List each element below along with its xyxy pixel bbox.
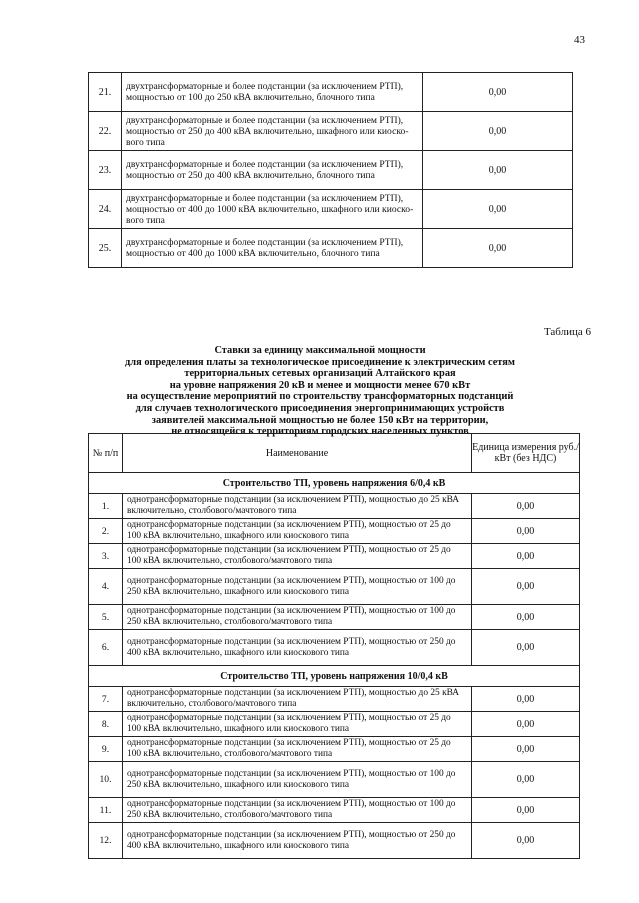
row-name: однотрансформаторные подстанции (за исключением РТП), мощностью от 100 до 250 кВА включительно, столбового/мачтового типа [123, 798, 472, 823]
table-continuation [88, 72, 573, 268]
row-name: однотрансформаторные подстанции (за исключением РТП), мощностью от 25 до 100 кВА включительно, шкафного или киоскового типа [123, 519, 472, 544]
table-caption: Таблица 6 [543, 326, 591, 338]
row-value: 0,00 [472, 544, 580, 569]
table-row [89, 798, 580, 823]
page-number: 43 [574, 34, 585, 46]
row-number: 4. [89, 569, 123, 605]
row-name: однотрансформаторные подстанции (за исключением РТП), мощностью от 100 до 250 кВА включительно, шкафного или киоскового типа [123, 569, 472, 605]
row-name: двухтрансформаторные и более подстанции (за исключением РТП), мощностью от 400 до 1000 кВА включительно, шкафного или киоскового типа [122, 190, 423, 229]
row-number: 5. [89, 605, 123, 630]
table-row [89, 229, 573, 268]
table-row [89, 112, 573, 151]
row-name: двухтрансформаторные и более подстанции (за исключением РТП), мощностью от 400 до 1000 кВА включительно, блочного типа [122, 229, 423, 268]
title-line: для случаев технологического присоединения энергопринимающих устройств [135, 402, 505, 414]
table-row [89, 630, 580, 666]
title-line: для определения платы за технологическое присоединение к электрическим сетям [125, 356, 515, 368]
header-unit: Единица измерения руб./кВт (без НДС) [472, 434, 580, 473]
table-row [89, 605, 580, 630]
table-row [89, 190, 573, 229]
table-row [89, 151, 573, 190]
row-name: однотрансформаторные подстанции (за исключением РТП), мощностью от 250 до 400 кВА включительно, шкафного или киоскового типа [123, 630, 472, 666]
row-value: 0,00 [472, 605, 580, 630]
row-value: 0,00 [472, 569, 580, 605]
row-value: 0,00 [472, 494, 580, 519]
row-value: 0,00 [423, 112, 573, 151]
row-number: 10. [89, 762, 123, 798]
rates-table-body [89, 473, 580, 859]
row-number: 1. [89, 494, 123, 519]
row-value: 0,00 [423, 73, 573, 112]
row-value: 0,00 [423, 229, 573, 268]
section-row [89, 473, 580, 494]
title-line: на уровне напряжения 20 кВ и менее и мощности менее 670 кВт [169, 379, 471, 391]
row-name: однотрансформаторные подстанции (за исключением РТП), мощностью от 25 до 100 кВА включительно, столбового/мачтового типа [123, 737, 472, 762]
row-name: двухтрансформаторные и более подстанции (за исключением РТП), мощностью от 100 до 250 кВА включительно, блочного типа [122, 73, 423, 112]
row-name: однотрансформаторные подстанции (за исключением РТП), мощностью от 100 до 250 кВА включительно, шкафного или киоскового типа [123, 762, 472, 798]
table-title [60, 345, 580, 438]
row-number: 3. [89, 544, 123, 569]
row-value: 0,00 [472, 762, 580, 798]
row-number: 25. [89, 229, 122, 268]
section-title: Строительство ТП, уровень напряжения 6/0,4 кВ [89, 473, 580, 494]
row-number: 11. [89, 798, 123, 823]
table-row [89, 494, 580, 519]
title-line: не относящейся к территориям городских населенных пунктов [171, 426, 469, 438]
table-row [89, 737, 580, 762]
table-row [89, 687, 580, 712]
row-number: 9. [89, 737, 123, 762]
table-row [89, 544, 580, 569]
row-value: 0,00 [423, 190, 573, 229]
table-row [89, 569, 580, 605]
row-number: 22. [89, 112, 122, 151]
table-row [89, 73, 573, 112]
row-number: 7. [89, 687, 123, 712]
row-value: 0,00 [472, 519, 580, 544]
row-value: 0,00 [472, 823, 580, 859]
row-name: однотрансформаторные подстанции (за исключением РТП), мощностью от 25 до 100 кВА включительно, столбового/мачтового типа [123, 544, 472, 569]
table-row [89, 519, 580, 544]
row-number: 8. [89, 712, 123, 737]
row-name: однотрансформаторные подстанции (за исключением РТП), мощностью от 100 до 250 кВА включительно, столбового/мачтового типа [123, 605, 472, 630]
title-line: Ставки за единицу максимальной мощности [214, 345, 426, 356]
row-number: 12. [89, 823, 123, 859]
title-line: на осуществление мероприятий по строительству трансформаторных подстанций [126, 391, 514, 403]
row-number: 6. [89, 630, 123, 666]
rates-table [88, 433, 580, 859]
table-row [89, 762, 580, 798]
table-row [89, 712, 580, 737]
row-name: двухтрансформаторные и более подстанции (за исключением РТП), мощностью от 250 до 400 кВА включительно, блочного типа [122, 151, 423, 190]
row-number: 24. [89, 190, 122, 229]
row-number: 2. [89, 519, 123, 544]
row-number: 23. [89, 151, 122, 190]
row-value: 0,00 [472, 737, 580, 762]
title-line: заявителей максимальной мощностью не более 150 кВт на территории, [151, 414, 489, 426]
row-name: двухтрансформаторные и более подстанции (за исключением РТП), мощностью от 250 до 400 кВА включительно, шкафного или киоскового типа [122, 112, 423, 151]
row-name: однотрансформаторные подстанции (за исключением РТП), мощностью от 250 до 400 кВА включительно, шкафного или киоскового типа [123, 823, 472, 859]
row-number: 21. [89, 73, 122, 112]
row-value: 0,00 [472, 798, 580, 823]
row-value: 0,00 [472, 687, 580, 712]
title-line: территориальных сетевых организаций Алтайского края [184, 368, 456, 380]
row-name: однотрансформаторные подстанции (за исключением РТП), мощностью до 25 кВА включительно, столбового/мачтового типа [123, 494, 472, 519]
table-row [89, 823, 580, 859]
table-header-row [89, 434, 580, 473]
row-value: 0,00 [472, 712, 580, 737]
row-value: 0,00 [472, 630, 580, 666]
header-num: № п/п [89, 434, 123, 473]
section-row [89, 666, 580, 687]
header-name: Наименование [123, 434, 472, 473]
row-name: однотрансформаторные подстанции (за исключением РТП), мощностью до 25 кВА включительно, столбового/мачтового типа [123, 687, 472, 712]
row-value: 0,00 [423, 151, 573, 190]
section-title: Строительство ТП, уровень напряжения 10/0,4 кВ [89, 666, 580, 687]
table-continuation-body [89, 73, 573, 268]
row-name: однотрансформаторные подстанции (за исключением РТП), мощностью от 25 до 100 кВА включительно, шкафного или киоскового типа [123, 712, 472, 737]
